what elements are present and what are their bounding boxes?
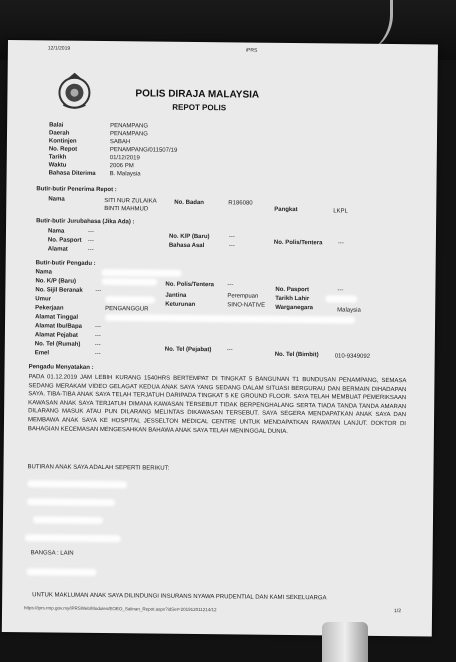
value-kontinjen: SABAH <box>109 139 131 146</box>
interpreter-alamat-label: Alamat <box>47 246 68 253</box>
print-label: iPRS <box>245 47 258 54</box>
redacted-child-4 <box>25 534 121 542</box>
complainant-pekerjaan-value: PENGANGGUR <box>105 306 149 313</box>
label-kontinjen: Kontinjen <box>48 138 77 145</box>
receiver-pangkat-label: Pangkat <box>274 206 298 214</box>
complainant-label-tel-rumah: No. Tel (Rumah) <box>34 341 81 348</box>
complainant-label-alamat-ibubapa: Alamat Ibu/Bapa <box>34 323 83 330</box>
complainant-tel-pejabat-label: No. Tel (Pejabat) <box>164 346 212 354</box>
complainant-ibubapa-value: --- <box>94 323 102 330</box>
statement-body: PADA 01.12.2019 JAM LEBIH KURANG 1540HRS BERTEMPAT DI TINGKAT 5 BANGUNAN T1 BUNDUSAN PENAMPANG, SEMASA SEDANG MERAKAM VIDEO GELAGAT KEDUA ANAK SAYA YANG SEDANG DALAM SITUASI BERGURAU DAN BERMAIN DIHADAPAN SAYA. TIBA-TIBA ANAK SAYA TELAH TERJATUH DARIPADA TINGKAT 5 KE GROUND FLOOR. SAYA TELAH MEMBUAT PEMERIKSAAN KAWASAN ANAK SAYA TERJATUH DIMANA KAWASAN TERSEBUT TIDAK BERPENGHALANG SERTA TIADA TANDA TANDA AMARAN DILARANG MASUK ATAU PUN DILARANG MELINTAS DIKAWASAN TERSEBUT. SAYA SEGERA MENDAPATKAN ANAK SAYA DAN MEMBAWA ANAK SAYA KE HOSPITAL JESSELTON MEDICAL CENTRE UNTUK MENDAPATKAN RAWATAN LANJUT. DOKTOR DI BAHAGIAN KECEMASAN MENGESAHKAN BAHAWA ANAK SAYA TELAH MENINGGAL DUNIA. <box>27 374 407 435</box>
receiver-badan-label: No. Badan <box>174 199 205 207</box>
redacted-child-2 <box>27 498 115 506</box>
bangsa-text: BANGSA : LAIN <box>30 550 74 557</box>
police-report-page <box>2 40 438 636</box>
bottle-cap <box>322 622 368 662</box>
complainant-label-nama: Nama <box>35 269 52 276</box>
complainant-keturunan-value: SINO-NATIVE <box>227 302 266 309</box>
receiver-pangkat-value: LKPL <box>333 208 348 215</box>
complainant-warga-value: Malaysia <box>337 307 361 314</box>
redacted-child-5 <box>26 568 96 576</box>
statement-heading: Pengadu Menyatakan : <box>28 364 94 371</box>
complainant-tel-bimbit-label: No. Tel (Bimbit) <box>274 351 319 359</box>
complainant-jantina-label: Jantina <box>165 292 187 299</box>
complainant-label-emel: Emel <box>34 350 50 357</box>
complainant-label-alamat-tinggal: Alamat Tinggal <box>35 314 79 321</box>
complainant-label-umur: Umur <box>35 296 51 303</box>
police-crest-icon <box>55 71 93 111</box>
complainant-paspot-label: No. Pasport <box>275 286 310 294</box>
interpreter-nama-label: Nama <box>47 228 65 235</box>
complainant-label-alamat-pejabat: Alamat Pejabat <box>34 332 78 339</box>
print-date: 12/1/2019 <box>47 45 71 52</box>
doc-title: REPOT POLIS <box>172 102 227 113</box>
complainant-sijil-value: --- <box>95 287 102 294</box>
redacted-child-3 <box>33 516 103 524</box>
redacted-alamat <box>105 314 355 324</box>
redacted-child-1 <box>27 480 127 488</box>
redacted-lahir <box>325 295 357 302</box>
interpreter-kp-value: --- <box>228 234 235 241</box>
page-number: 1/2 <box>394 608 402 615</box>
interpreter-paspot-value: --- <box>87 237 94 244</box>
value-bahasa-diterima: B. Malaysia <box>109 171 141 178</box>
interpreter-bahasa-value: --- <box>228 243 235 250</box>
interpreter-polis-label: No. Polis/Tentera <box>273 239 323 247</box>
complainant-lahir-label: Tarikh Lahir <box>275 295 310 303</box>
receiver-nama-value: SITI NUR ZULAIKA BINTI MAHMUD <box>104 198 157 213</box>
interpreter-kp-label: No. K/P (Baru) <box>168 233 210 241</box>
interpreter-alamat-value: --- <box>87 246 94 253</box>
interpreter-paspot-label: No. Pasport <box>47 237 82 244</box>
interpreter-heading: Butir-butir Jurubahasa (Jika Ada) : <box>36 218 135 226</box>
interpreter-nama-value: --- <box>87 228 95 235</box>
complainant-paspot-value: --- <box>337 287 344 294</box>
complainant-warga-label: Warganegara <box>275 304 314 312</box>
label-balai: Balai <box>49 122 64 129</box>
value-balai: PENAMPANG <box>110 123 149 130</box>
value-no-repot: PENAMPANG/011507/19 <box>109 147 178 154</box>
children-heading: BUTIRAN ANAK SAYA ADALAH SEPERTI BERIKUT: <box>27 464 170 472</box>
complainant-tel-pejabat-value: --- <box>226 347 233 354</box>
label-tarikh: Tarikh <box>48 154 67 161</box>
redacted-umur <box>105 296 155 304</box>
complainant-emel-value: --- <box>94 350 101 357</box>
value-tarikh: 01/12/2019 <box>109 155 140 162</box>
complainant-label-sijil: No. Sijil Beranak <box>35 287 83 294</box>
value-daerah: PENAMPANG <box>109 131 148 138</box>
org-title: POLIS DIRAJA MALAYSIA <box>135 88 260 101</box>
receiver-heading: Butir-butir Penerima Repot : <box>36 186 117 194</box>
complainant-label-kp: No. K/P (Baru) <box>35 278 77 285</box>
complainant-tel-bimbit-value: 010-9349092 <box>334 353 371 360</box>
interpreter-polis-value: --- <box>337 240 344 247</box>
complainant-tel-rumah-value: --- <box>94 341 101 348</box>
complainant-keturunan-label: Keturunan <box>165 301 196 308</box>
footer-url: https://iprs.rmp.gov.my/iPRSWeb/Modules/EOEO_Salinan_Repot.aspx?idSet=201912011214/12 <box>24 605 217 613</box>
complainant-jantina-value: Perempuan <box>227 293 259 300</box>
redacted-nama <box>102 269 182 277</box>
redacted-kp <box>101 278 157 286</box>
statement-footer-text: UNTUK MAKLUMAN ANAK SAYA DILINDUNGI INSURANS NYAWA PRUDENTIAL DAN KAMI SEKELUARGA <box>32 592 327 602</box>
interpreter-bahasa-label: Bahasa Asal <box>168 242 205 250</box>
complainant-label-pekerjaan: Pekerjaan <box>35 305 64 312</box>
value-waktu: 2006 PM <box>109 163 134 170</box>
receiver-nama-label: Nama <box>48 196 65 203</box>
label-bahasa-diterima: Bahasa Diterima <box>48 170 96 177</box>
complainant-polis-value: --- <box>227 282 234 289</box>
label-daerah: Daerah <box>48 130 70 137</box>
complainant-heading: Butir-butir Pengadu : <box>35 260 96 267</box>
complainant-polis-label: No. Polis/Tentera <box>165 281 215 289</box>
receiver-badan-value: R186080 <box>228 200 253 207</box>
label-waktu: Waktu <box>48 162 67 169</box>
complainant-pejabat-value: --- <box>94 332 101 339</box>
label-no-repot: No. Repot <box>48 146 78 153</box>
